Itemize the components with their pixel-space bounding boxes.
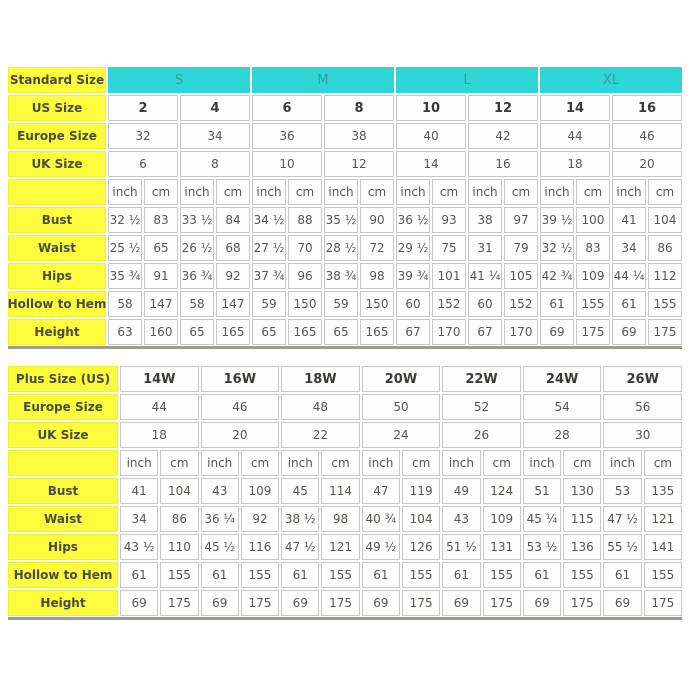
value-cell: 121 [321, 534, 359, 560]
value-cell: 49 ½ [362, 534, 400, 560]
value-cell: 45 ½ [201, 534, 239, 560]
value-cell: 175 [644, 590, 682, 616]
value-cell: 155 [160, 562, 198, 588]
value-cell: 88 [288, 207, 322, 233]
value-cell: 8 [324, 95, 394, 121]
value-cell: 61 [442, 562, 480, 588]
value-cell: 69 [362, 590, 400, 616]
value-cell: 27 ½ [252, 235, 286, 261]
value-cell: 34 [612, 235, 646, 261]
unit-cell: inch [201, 450, 239, 476]
value-cell: 38 [468, 207, 502, 233]
value-cell: 141 [644, 534, 682, 560]
unit-cell: cm [241, 450, 279, 476]
value-cell: 83 [144, 207, 178, 233]
row-label: US Size [8, 95, 106, 121]
value-cell: 170 [432, 319, 466, 345]
row-label: UK Size [8, 151, 106, 177]
row-label: Waist [8, 235, 106, 261]
value-cell: 61 [120, 562, 158, 588]
value-cell: 16 [468, 151, 538, 177]
value-cell: 58 [108, 291, 142, 317]
value-cell: 104 [402, 506, 440, 532]
value-cell: 105 [504, 263, 538, 289]
value-cell: 165 [360, 319, 394, 345]
value-cell: 126 [402, 534, 440, 560]
unit-cell: inch [523, 450, 561, 476]
size-column-header: 26W [603, 366, 682, 392]
value-cell: 175 [241, 590, 279, 616]
row-label: Hips [8, 534, 118, 560]
value-cell: 175 [576, 319, 610, 345]
value-cell: 4 [180, 95, 250, 121]
size-column-header: 20W [362, 366, 441, 392]
value-cell: 32 ½ [540, 235, 574, 261]
value-cell: 175 [160, 590, 198, 616]
unit-cell: cm [644, 450, 682, 476]
unit-cell: cm [321, 450, 359, 476]
size-group-header: S [108, 67, 250, 93]
row-label-empty [8, 179, 106, 205]
value-cell: 38 ½ [281, 506, 319, 532]
value-cell: 47 ½ [281, 534, 319, 560]
value-cell: 90 [360, 207, 394, 233]
value-cell: 34 ½ [252, 207, 286, 233]
value-cell: 91 [144, 263, 178, 289]
size-group-header: XL [540, 67, 682, 93]
value-cell: 10 [396, 95, 466, 121]
value-cell: 136 [563, 534, 601, 560]
value-cell: 14 [396, 151, 466, 177]
value-cell: 86 [160, 506, 198, 532]
unit-cell: inch [120, 450, 158, 476]
value-cell: 83 [576, 235, 610, 261]
value-cell: 92 [241, 506, 279, 532]
value-cell: 43 [201, 478, 239, 504]
value-cell: 175 [648, 319, 682, 345]
unit-cell: inch [180, 179, 214, 205]
value-cell: 31 [468, 235, 502, 261]
value-cell: 38 ¾ [324, 263, 358, 289]
value-cell: 67 [396, 319, 430, 345]
value-cell: 36 ¼ [201, 506, 239, 532]
unit-cell: inch [603, 450, 641, 476]
value-cell: 34 [120, 506, 158, 532]
value-cell: 155 [241, 562, 279, 588]
value-cell: 53 ½ [523, 534, 561, 560]
value-cell: 52 [442, 394, 521, 420]
size-column-header: 16W [201, 366, 280, 392]
value-cell: 101 [432, 263, 466, 289]
size-group-header: M [252, 67, 394, 93]
value-cell: 36 ½ [396, 207, 430, 233]
value-cell: 61 [540, 291, 574, 317]
value-cell: 86 [648, 235, 682, 261]
value-cell: 69 [442, 590, 480, 616]
unit-cell: cm [216, 179, 250, 205]
value-cell: 63 [108, 319, 142, 345]
value-cell: 34 [180, 123, 250, 149]
value-cell: 59 [324, 291, 358, 317]
value-cell: 69 [540, 319, 574, 345]
value-cell: 35 ½ [324, 207, 358, 233]
value-cell: 69 [612, 319, 646, 345]
value-cell: 79 [504, 235, 538, 261]
value-cell: 69 [281, 590, 319, 616]
value-cell: 150 [360, 291, 394, 317]
value-cell: 152 [432, 291, 466, 317]
unit-cell: inch [252, 179, 286, 205]
value-cell: 65 [144, 235, 178, 261]
value-cell: 50 [362, 394, 441, 420]
value-cell: 115 [563, 506, 601, 532]
unit-cell: inch [396, 179, 430, 205]
value-cell: 44 ¼ [612, 263, 646, 289]
unit-cell: inch [442, 450, 480, 476]
value-cell: 155 [483, 562, 521, 588]
value-cell: 61 [603, 562, 641, 588]
value-cell: 112 [648, 263, 682, 289]
value-cell: 96 [288, 263, 322, 289]
value-cell: 165 [288, 319, 322, 345]
value-cell: 58 [180, 291, 214, 317]
value-cell: 147 [144, 291, 178, 317]
unit-cell: cm [360, 179, 394, 205]
value-cell: 114 [321, 478, 359, 504]
value-cell: 41 [612, 207, 646, 233]
value-cell: 39 ½ [540, 207, 574, 233]
size-column-header: 14W [120, 366, 199, 392]
value-cell: 38 [324, 123, 394, 149]
value-cell: 119 [402, 478, 440, 504]
unit-cell: cm [432, 179, 466, 205]
value-cell: 16 [612, 95, 682, 121]
value-cell: 32 ½ [108, 207, 142, 233]
value-cell: 110 [160, 534, 198, 560]
unit-cell: cm [402, 450, 440, 476]
value-cell: 46 [201, 394, 280, 420]
value-cell: 12 [324, 151, 394, 177]
value-cell: 28 [523, 422, 602, 448]
value-cell: 20 [201, 422, 280, 448]
value-cell: 29 ½ [396, 235, 430, 261]
value-cell: 43 ½ [120, 534, 158, 560]
unit-cell: cm [144, 179, 178, 205]
value-cell: 8 [180, 151, 250, 177]
row-label: Bust [8, 207, 106, 233]
unit-cell: cm [160, 450, 198, 476]
value-cell: 124 [483, 478, 521, 504]
plus-size-table [8, 366, 682, 620]
value-cell: 160 [144, 319, 178, 345]
value-cell: 175 [402, 590, 440, 616]
value-cell: 135 [644, 478, 682, 504]
value-cell: 43 [442, 506, 480, 532]
row-label: Bust [8, 478, 118, 504]
value-cell: 65 [324, 319, 358, 345]
value-cell: 12 [468, 95, 538, 121]
unit-cell: inch [362, 450, 400, 476]
value-cell: 130 [563, 478, 601, 504]
value-cell: 48 [281, 394, 360, 420]
row-label: Europe Size [8, 394, 118, 420]
value-cell: 98 [360, 263, 394, 289]
row-label: Waist [8, 506, 118, 532]
unit-cell: inch [281, 450, 319, 476]
value-cell: 93 [432, 207, 466, 233]
value-cell: 18 [120, 422, 199, 448]
value-cell: 61 [362, 562, 400, 588]
value-cell: 165 [216, 319, 250, 345]
size-column-header: 22W [442, 366, 521, 392]
value-cell: 40 [396, 123, 466, 149]
value-cell: 69 [201, 590, 239, 616]
value-cell: 33 ½ [180, 207, 214, 233]
value-cell: 61 [201, 562, 239, 588]
unit-cell: inch [468, 179, 502, 205]
value-cell: 69 [120, 590, 158, 616]
value-cell: 45 [281, 478, 319, 504]
value-cell: 2 [108, 95, 178, 121]
value-cell: 60 [468, 291, 502, 317]
row-label: Hips [8, 263, 106, 289]
value-cell: 32 [108, 123, 178, 149]
value-cell: 104 [160, 478, 198, 504]
value-cell: 41 ¼ [468, 263, 502, 289]
value-cell: 72 [360, 235, 394, 261]
value-cell: 155 [576, 291, 610, 317]
value-cell: 97 [504, 207, 538, 233]
size-column-header: 18W [281, 366, 360, 392]
value-cell: 100 [576, 207, 610, 233]
value-cell: 41 [120, 478, 158, 504]
value-cell: 6 [108, 151, 178, 177]
row-label: Hollow to Hem [8, 291, 106, 317]
row-label: Europe Size [8, 123, 106, 149]
value-cell: 40 ¾ [362, 506, 400, 532]
value-cell: 47 ½ [603, 506, 641, 532]
value-cell: 65 [252, 319, 286, 345]
value-cell: 47 [362, 478, 400, 504]
value-cell: 152 [504, 291, 538, 317]
value-cell: 26 ½ [180, 235, 214, 261]
value-cell: 36 [252, 123, 322, 149]
value-cell: 42 [468, 123, 538, 149]
unit-cell: inch [540, 179, 574, 205]
value-cell: 147 [216, 291, 250, 317]
value-cell: 61 [523, 562, 561, 588]
value-cell: 69 [523, 590, 561, 616]
unit-cell: inch [324, 179, 358, 205]
value-cell: 18 [540, 151, 610, 177]
value-cell: 109 [241, 478, 279, 504]
unit-cell: inch [108, 179, 142, 205]
value-cell: 70 [288, 235, 322, 261]
value-cell: 51 ½ [442, 534, 480, 560]
value-cell: 46 [612, 123, 682, 149]
unit-cell: cm [483, 450, 521, 476]
value-cell: 60 [396, 291, 430, 317]
value-cell: 68 [216, 235, 250, 261]
value-cell: 14 [540, 95, 610, 121]
value-cell: 61 [612, 291, 646, 317]
value-cell: 175 [483, 590, 521, 616]
value-cell: 155 [644, 562, 682, 588]
value-cell: 104 [648, 207, 682, 233]
value-cell: 25 ½ [108, 235, 142, 261]
value-cell: 150 [288, 291, 322, 317]
value-cell: 44 [120, 394, 199, 420]
value-cell: 155 [321, 562, 359, 588]
value-cell: 22 [281, 422, 360, 448]
value-cell: 155 [563, 562, 601, 588]
value-cell: 51 [523, 478, 561, 504]
value-cell: 131 [483, 534, 521, 560]
value-cell: 109 [483, 506, 521, 532]
value-cell: 69 [603, 590, 641, 616]
value-cell: 170 [504, 319, 538, 345]
value-cell: 49 [442, 478, 480, 504]
value-cell: 39 ¾ [396, 263, 430, 289]
value-cell: 61 [281, 562, 319, 588]
value-cell: 155 [402, 562, 440, 588]
value-cell: 26 [442, 422, 521, 448]
value-cell: 175 [321, 590, 359, 616]
size-column-header: 24W [523, 366, 602, 392]
value-cell: 155 [648, 291, 682, 317]
value-cell: 42 ¾ [540, 263, 574, 289]
size-group-header: L [396, 67, 538, 93]
value-cell: 10 [252, 151, 322, 177]
standard-size-table [8, 67, 682, 349]
value-cell: 36 ¾ [180, 263, 214, 289]
value-cell: 45 ¼ [523, 506, 561, 532]
unit-cell: cm [576, 179, 610, 205]
row-label: Hollow to Hem [8, 562, 118, 588]
row-label: Height [8, 319, 106, 345]
row-label: Height [8, 590, 118, 616]
value-cell: 37 ¾ [252, 263, 286, 289]
value-cell: 35 ¾ [108, 263, 142, 289]
unit-cell: inch [612, 179, 646, 205]
value-cell: 116 [241, 534, 279, 560]
value-cell: 54 [523, 394, 602, 420]
unit-cell: cm [288, 179, 322, 205]
value-cell: 84 [216, 207, 250, 233]
value-cell: 92 [216, 263, 250, 289]
value-cell: 98 [321, 506, 359, 532]
unit-cell: cm [504, 179, 538, 205]
value-cell: 175 [563, 590, 601, 616]
row-label: UK Size [8, 422, 118, 448]
value-cell: 75 [432, 235, 466, 261]
value-cell: 109 [576, 263, 610, 289]
value-cell: 59 [252, 291, 286, 317]
table-header-label: Standard Size [8, 67, 106, 93]
value-cell: 121 [644, 506, 682, 532]
value-cell: 56 [603, 394, 682, 420]
value-cell: 44 [540, 123, 610, 149]
row-label-empty [8, 450, 118, 476]
value-cell: 20 [612, 151, 682, 177]
value-cell: 6 [252, 95, 322, 121]
value-cell: 55 ½ [603, 534, 641, 560]
value-cell: 24 [362, 422, 441, 448]
value-cell: 65 [180, 319, 214, 345]
value-cell: 53 [603, 478, 641, 504]
table-header-label: Plus Size (US) [8, 366, 118, 392]
value-cell: 28 ½ [324, 235, 358, 261]
unit-cell: cm [648, 179, 682, 205]
value-cell: 67 [468, 319, 502, 345]
unit-cell: cm [563, 450, 601, 476]
value-cell: 30 [603, 422, 682, 448]
